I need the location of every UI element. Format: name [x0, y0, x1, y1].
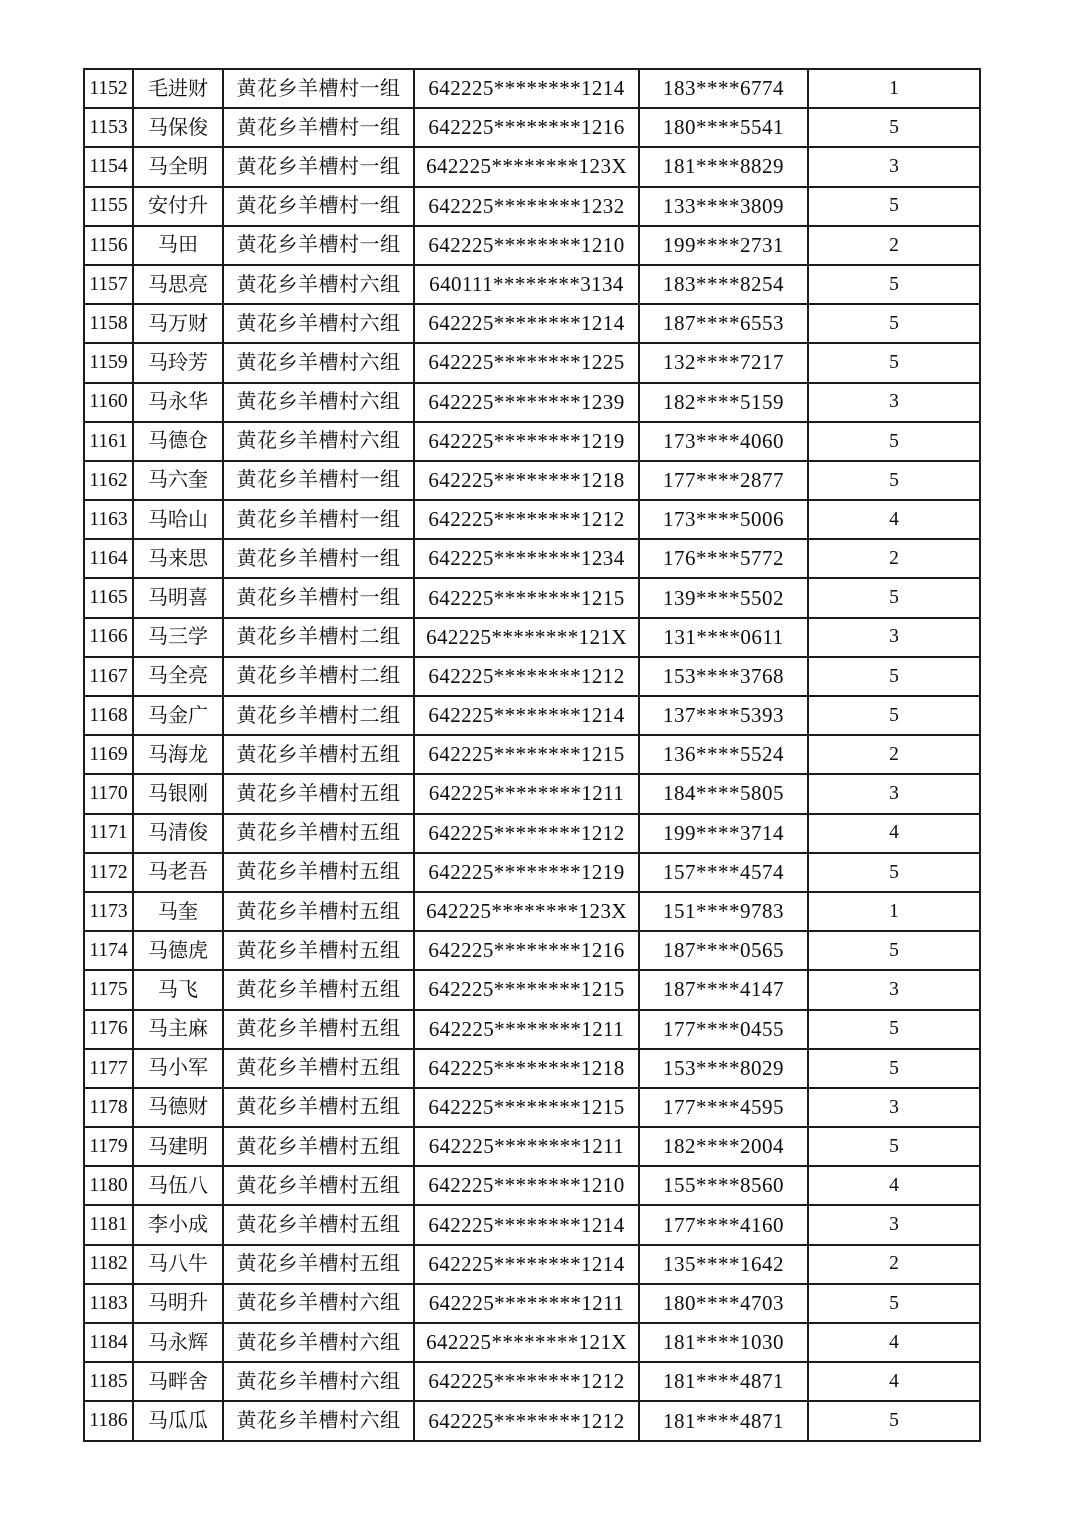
cell-count: 2: [808, 226, 980, 265]
cell-address: 黄花乡羊槽村一组: [223, 187, 414, 226]
cell-serial-number: 1172: [84, 853, 133, 892]
cell-id-number: 642225********1212: [414, 814, 639, 853]
table-row: [84, 853, 980, 892]
cell-person-name: 马银刚: [133, 774, 223, 813]
cell-phone: 187****4147: [639, 970, 808, 1009]
cell-address: 黄花乡羊槽村一组: [223, 539, 414, 578]
cell-address: 黄花乡羊槽村五组: [223, 892, 414, 931]
cell-count: 5: [808, 1284, 980, 1323]
cell-count: 5: [808, 304, 980, 343]
cell-phone: 182****2004: [639, 1127, 808, 1166]
cell-person-name: 毛进财: [133, 69, 223, 108]
cell-serial-number: 1175: [84, 970, 133, 1009]
cell-count: 4: [808, 1323, 980, 1362]
cell-person-name: 马德仓: [133, 422, 223, 461]
cell-count: 5: [808, 1010, 980, 1049]
table-row: [84, 69, 980, 108]
table-row: [84, 1166, 980, 1205]
cell-phone: 135****1642: [639, 1245, 808, 1284]
cell-serial-number: 1179: [84, 1127, 133, 1166]
cell-address: 黄花乡羊槽村六组: [223, 265, 414, 304]
cell-serial-number: 1183: [84, 1284, 133, 1323]
cell-id-number: 642225********1211: [414, 1284, 639, 1323]
cell-serial-number: 1177: [84, 1049, 133, 1088]
cell-count: 5: [808, 1401, 980, 1441]
cell-address: 黄花乡羊槽村一组: [223, 500, 414, 539]
table-row: [84, 1284, 980, 1323]
cell-serial-number: 1174: [84, 931, 133, 970]
cell-serial-number: 1164: [84, 539, 133, 578]
cell-id-number: 642225********1214: [414, 696, 639, 735]
cell-serial-number: 1155: [84, 187, 133, 226]
cell-id-number: 642225********1219: [414, 422, 639, 461]
cell-id-number: 642225********1212: [414, 500, 639, 539]
cell-address: 黄花乡羊槽村五组: [223, 970, 414, 1009]
cell-address: 黄花乡羊槽村二组: [223, 657, 414, 696]
cell-count: 5: [808, 422, 980, 461]
cell-person-name: 马老吾: [133, 853, 223, 892]
table-row: [84, 383, 980, 422]
cell-serial-number: 1167: [84, 657, 133, 696]
cell-serial-number: 1181: [84, 1205, 133, 1244]
cell-count: 5: [808, 657, 980, 696]
cell-address: 黄花乡羊槽村五组: [223, 1010, 414, 1049]
cell-count: 4: [808, 814, 980, 853]
cell-phone: 182****5159: [639, 383, 808, 422]
cell-serial-number: 1165: [84, 578, 133, 617]
cell-phone: 180****4703: [639, 1284, 808, 1323]
cell-count: 5: [808, 578, 980, 617]
cell-phone: 187****0565: [639, 931, 808, 970]
table-row: [84, 108, 980, 147]
table-row: [84, 147, 980, 186]
cell-person-name: 马全明: [133, 147, 223, 186]
cell-person-name: 马明喜: [133, 578, 223, 617]
cell-count: 1: [808, 69, 980, 108]
cell-person-name: 马奎: [133, 892, 223, 931]
cell-address: 黄花乡羊槽村二组: [223, 696, 414, 735]
table-body: [84, 69, 980, 1441]
cell-person-name: 马全亮: [133, 657, 223, 696]
table-row: [84, 304, 980, 343]
table-row: [84, 500, 980, 539]
table-row: [84, 539, 980, 578]
cell-id-number: 642225********1216: [414, 931, 639, 970]
cell-id-number: 642225********1225: [414, 343, 639, 382]
cell-person-name: 马德财: [133, 1088, 223, 1127]
cell-serial-number: 1169: [84, 735, 133, 774]
cell-person-name: 马万财: [133, 304, 223, 343]
cell-phone: 180****5541: [639, 108, 808, 147]
cell-phone: 177****0455: [639, 1010, 808, 1049]
cell-id-number: 642225********1218: [414, 461, 639, 500]
cell-phone: 137****5393: [639, 696, 808, 735]
cell-address: 黄花乡羊槽村一组: [223, 69, 414, 108]
cell-person-name: 马三学: [133, 618, 223, 657]
cell-phone: 131****0611: [639, 618, 808, 657]
cell-count: 5: [808, 265, 980, 304]
cell-id-number: 642225********1212: [414, 1362, 639, 1401]
cell-serial-number: 1161: [84, 422, 133, 461]
cell-id-number: 642225********1218: [414, 1049, 639, 1088]
cell-person-name: 马田: [133, 226, 223, 265]
cell-id-number: 642225********1219: [414, 853, 639, 892]
table-sheet: [83, 68, 981, 1442]
cell-person-name: 马伍八: [133, 1166, 223, 1205]
cell-id-number: 642225********1211: [414, 1010, 639, 1049]
table-row: [84, 774, 980, 813]
cell-count: 5: [808, 853, 980, 892]
cell-serial-number: 1154: [84, 147, 133, 186]
cell-person-name: 马畔舍: [133, 1362, 223, 1401]
cell-id-number: 642225********1215: [414, 578, 639, 617]
cell-id-number: 642225********1214: [414, 1205, 639, 1244]
cell-count: 3: [808, 147, 980, 186]
cell-phone: 139****5502: [639, 578, 808, 617]
cell-address: 黄花乡羊槽村六组: [223, 383, 414, 422]
table-row: [84, 461, 980, 500]
cell-serial-number: 1176: [84, 1010, 133, 1049]
cell-id-number: 642225********1212: [414, 1401, 639, 1441]
cell-id-number: 642225********1215: [414, 970, 639, 1009]
cell-serial-number: 1170: [84, 774, 133, 813]
cell-address: 黄花乡羊槽村六组: [223, 343, 414, 382]
table-row: [84, 970, 980, 1009]
cell-count: 5: [808, 1127, 980, 1166]
cell-person-name: 马海龙: [133, 735, 223, 774]
cell-count: 2: [808, 539, 980, 578]
cell-person-name: 马六奎: [133, 461, 223, 500]
cell-person-name: 马永华: [133, 383, 223, 422]
cell-id-number: 642225********1216: [414, 108, 639, 147]
cell-person-name: 马永辉: [133, 1323, 223, 1362]
table-row: [84, 265, 980, 304]
cell-phone: 181****4871: [639, 1401, 808, 1441]
cell-address: 黄花乡羊槽村五组: [223, 774, 414, 813]
cell-serial-number: 1156: [84, 226, 133, 265]
cell-id-number: 642225********1214: [414, 304, 639, 343]
cell-serial-number: 1166: [84, 618, 133, 657]
cell-address: 黄花乡羊槽村五组: [223, 735, 414, 774]
table-row: [84, 1323, 980, 1362]
cell-person-name: 马明升: [133, 1284, 223, 1323]
cell-phone: 181****1030: [639, 1323, 808, 1362]
cell-person-name: 李小成: [133, 1205, 223, 1244]
cell-phone: 177****2877: [639, 461, 808, 500]
cell-count: 5: [808, 108, 980, 147]
cell-count: 5: [808, 187, 980, 226]
cell-person-name: 马八牛: [133, 1245, 223, 1284]
table-row: [84, 343, 980, 382]
table-row: [84, 696, 980, 735]
table-row: [84, 735, 980, 774]
cell-serial-number: 1160: [84, 383, 133, 422]
cell-count: 5: [808, 461, 980, 500]
table-row: [84, 814, 980, 853]
cell-address: 黄花乡羊槽村一组: [223, 108, 414, 147]
cell-serial-number: 1159: [84, 343, 133, 382]
cell-phone: 153****3768: [639, 657, 808, 696]
table-row: [84, 618, 980, 657]
table-row: [84, 892, 980, 931]
cell-id-number: 640111********3134: [414, 265, 639, 304]
cell-id-number: 642225********1214: [414, 69, 639, 108]
cell-phone: 181****8829: [639, 147, 808, 186]
cell-address: 黄花乡羊槽村五组: [223, 1166, 414, 1205]
cell-count: 4: [808, 500, 980, 539]
cell-count: 3: [808, 618, 980, 657]
cell-id-number: 642225********121X: [414, 1323, 639, 1362]
cell-serial-number: 1178: [84, 1088, 133, 1127]
cell-phone: 155****8560: [639, 1166, 808, 1205]
cell-address: 黄花乡羊槽村六组: [223, 304, 414, 343]
cell-count: 4: [808, 1362, 980, 1401]
cell-person-name: 马德虎: [133, 931, 223, 970]
cell-phone: 183****6774: [639, 69, 808, 108]
cell-address: 黄花乡羊槽村一组: [223, 226, 414, 265]
cell-serial-number: 1157: [84, 265, 133, 304]
cell-serial-number: 1162: [84, 461, 133, 500]
cell-id-number: 642225********1239: [414, 383, 639, 422]
cell-id-number: 642225********121X: [414, 618, 639, 657]
cell-id-number: 642225********1210: [414, 226, 639, 265]
cell-serial-number: 1171: [84, 814, 133, 853]
cell-serial-number: 1163: [84, 500, 133, 539]
table-row: [84, 1049, 980, 1088]
cell-address: 黄花乡羊槽村六组: [223, 422, 414, 461]
table-row: [84, 1362, 980, 1401]
cell-id-number: 642225********1232: [414, 187, 639, 226]
cell-id-number: 642225********1211: [414, 774, 639, 813]
cell-address: 黄花乡羊槽村五组: [223, 1127, 414, 1166]
cell-address: 黄花乡羊槽村二组: [223, 618, 414, 657]
cell-person-name: 马来思: [133, 539, 223, 578]
cell-serial-number: 1186: [84, 1401, 133, 1441]
cell-person-name: 安付升: [133, 187, 223, 226]
cell-phone: 184****5805: [639, 774, 808, 813]
cell-person-name: 马主麻: [133, 1010, 223, 1049]
cell-count: 3: [808, 383, 980, 422]
cell-id-number: 642225********1234: [414, 539, 639, 578]
cell-id-number: 642225********1210: [414, 1166, 639, 1205]
cell-address: 黄花乡羊槽村五组: [223, 1049, 414, 1088]
cell-person-name: 马哈山: [133, 500, 223, 539]
cell-address: 黄花乡羊槽村五组: [223, 1205, 414, 1244]
cell-id-number: 642225********1211: [414, 1127, 639, 1166]
cell-person-name: 马瓜瓜: [133, 1401, 223, 1441]
cell-phone: 173****4060: [639, 422, 808, 461]
table-row: [84, 1205, 980, 1244]
cell-id-number: 642225********1212: [414, 657, 639, 696]
cell-phone: 176****5772: [639, 539, 808, 578]
table-row: [84, 1127, 980, 1166]
table-row: [84, 1401, 980, 1441]
table-row: [84, 187, 980, 226]
cell-phone: 177****4595: [639, 1088, 808, 1127]
cell-address: 黄花乡羊槽村一组: [223, 578, 414, 617]
cell-count: 3: [808, 774, 980, 813]
cell-count: 3: [808, 1205, 980, 1244]
cell-address: 黄花乡羊槽村六组: [223, 1284, 414, 1323]
cell-phone: 177****4160: [639, 1205, 808, 1244]
cell-serial-number: 1185: [84, 1362, 133, 1401]
cell-id-number: 642225********123X: [414, 147, 639, 186]
cell-person-name: 马金广: [133, 696, 223, 735]
cell-phone: 133****3809: [639, 187, 808, 226]
cell-address: 黄花乡羊槽村五组: [223, 931, 414, 970]
cell-phone: 132****7217: [639, 343, 808, 382]
cell-phone: 199****3714: [639, 814, 808, 853]
table-row: [84, 657, 980, 696]
cell-count: 5: [808, 1049, 980, 1088]
cell-count: 3: [808, 1088, 980, 1127]
cell-count: 3: [808, 970, 980, 1009]
cell-count: 5: [808, 931, 980, 970]
cell-phone: 136****5524: [639, 735, 808, 774]
cell-address: 黄花乡羊槽村五组: [223, 853, 414, 892]
cell-person-name: 马保俊: [133, 108, 223, 147]
cell-person-name: 马建明: [133, 1127, 223, 1166]
cell-person-name: 马思亮: [133, 265, 223, 304]
cell-address: 黄花乡羊槽村五组: [223, 1245, 414, 1284]
cell-serial-number: 1184: [84, 1323, 133, 1362]
cell-person-name: 马玲芳: [133, 343, 223, 382]
cell-address: 黄花乡羊槽村六组: [223, 1323, 414, 1362]
cell-address: 黄花乡羊槽村五组: [223, 814, 414, 853]
cell-address: 黄花乡羊槽村一组: [223, 147, 414, 186]
cell-phone: 173****5006: [639, 500, 808, 539]
cell-phone: 199****2731: [639, 226, 808, 265]
cell-count: 1: [808, 892, 980, 931]
cell-id-number: 642225********1215: [414, 1088, 639, 1127]
cell-person-name: 马飞: [133, 970, 223, 1009]
cell-phone: 153****8029: [639, 1049, 808, 1088]
cell-person-name: 马清俊: [133, 814, 223, 853]
cell-serial-number: 1153: [84, 108, 133, 147]
table-row: [84, 931, 980, 970]
cell-id-number: 642225********1215: [414, 735, 639, 774]
cell-phone: 183****8254: [639, 265, 808, 304]
cell-address: 黄花乡羊槽村六组: [223, 1401, 414, 1441]
cell-person-name: 马小军: [133, 1049, 223, 1088]
cell-serial-number: 1182: [84, 1245, 133, 1284]
cell-count: 5: [808, 343, 980, 382]
cell-serial-number: 1180: [84, 1166, 133, 1205]
table-row: [84, 422, 980, 461]
cell-address: 黄花乡羊槽村六组: [223, 1362, 414, 1401]
table-row: [84, 1010, 980, 1049]
cell-id-number: 642225********1214: [414, 1245, 639, 1284]
cell-count: 5: [808, 696, 980, 735]
cell-address: 黄花乡羊槽村一组: [223, 461, 414, 500]
cell-phone: 187****6553: [639, 304, 808, 343]
cell-phone: 181****4871: [639, 1362, 808, 1401]
cell-serial-number: 1168: [84, 696, 133, 735]
cell-count: 4: [808, 1166, 980, 1205]
table-row: [84, 1088, 980, 1127]
table-row: [84, 578, 980, 617]
cell-id-number: 642225********123X: [414, 892, 639, 931]
cell-count: 2: [808, 735, 980, 774]
cell-phone: 151****9783: [639, 892, 808, 931]
roster-table: [83, 68, 981, 1442]
cell-address: 黄花乡羊槽村五组: [223, 1088, 414, 1127]
table-row: [84, 226, 980, 265]
cell-serial-number: 1152: [84, 69, 133, 108]
cell-count: 2: [808, 1245, 980, 1284]
cell-serial-number: 1173: [84, 892, 133, 931]
cell-phone: 157****4574: [639, 853, 808, 892]
table-row: [84, 1245, 980, 1284]
cell-serial-number: 1158: [84, 304, 133, 343]
